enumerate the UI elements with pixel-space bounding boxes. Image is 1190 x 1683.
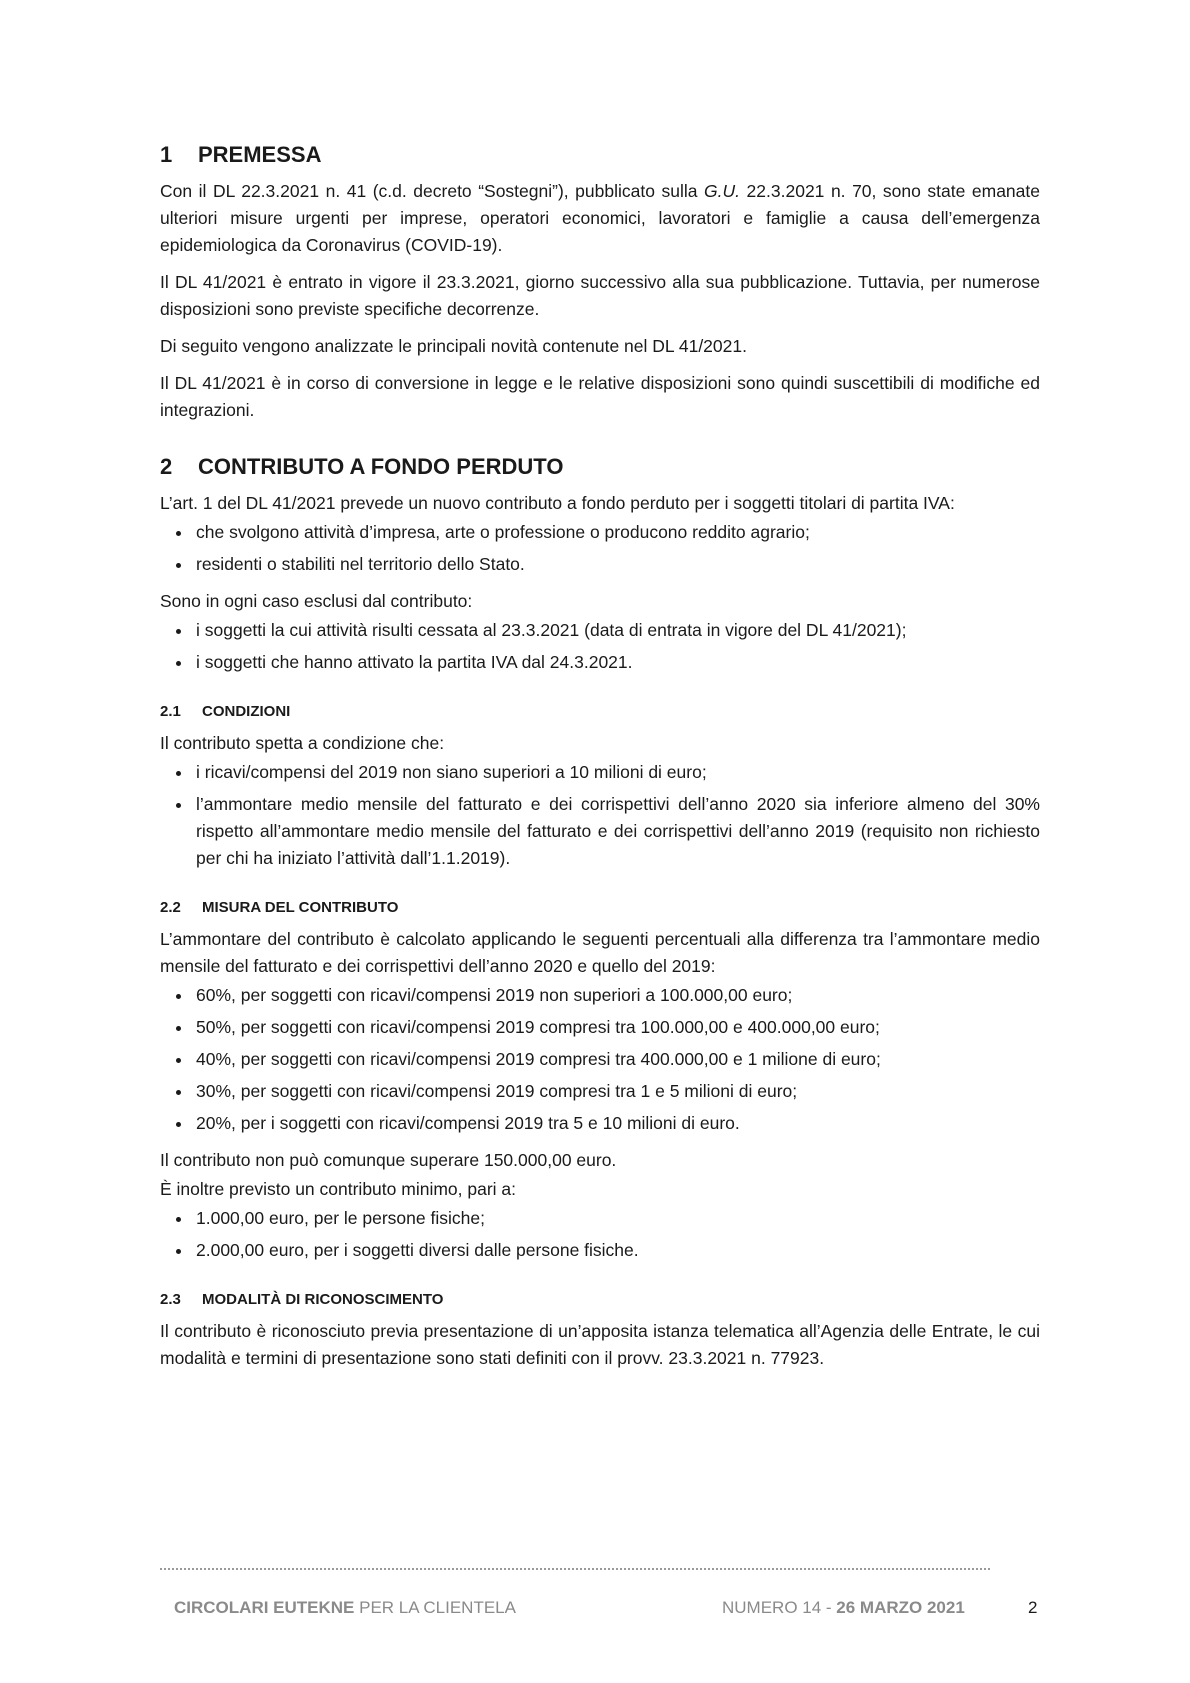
paragraph: Il contributo è riconosciuto previa presentazione di un’apposita istanza telematica all’Agenzia delle Entrate, le cui modalità e termini di presentazione sono stati definiti con il provv. 23.3.2021 n. 77923.	[160, 1321, 1040, 1368]
paragraph: L’ammontare del contributo è calcolato applicando le seguenti percentuali alla differenza tra l’ammontare medio mensile del fatturato e dei corrispettivi dell’anno 2020 e quello del 2019:	[160, 929, 1040, 976]
paragraph: È inoltre previsto un contributo minimo, pari a:	[160, 1179, 516, 1199]
list-item: i soggetti che hanno attivato la partita IVA dal 24.3.2021.	[160, 649, 1040, 676]
footer-divider	[160, 1568, 990, 1570]
paragraph: Il DL 41/2021 è entrato in vigore il 23.3.2021, giorno successivo alla sua pubblicazione. Tuttavia, per numerose disposizioni sono previste specifiche decorrenze.	[160, 272, 1040, 319]
list-item: l’ammontare medio mensile del fatturato e dei corrispettivi dell’anno 2020 sia inferiore almeno del 30% rispetto all’ammontare medio mensile del fatturato e dei corrispettivi dell’anno 2019 (requisito non richiesto per chi ha iniziato l’attività dall’1.1.2019).	[160, 791, 1040, 872]
footer-issue-number: NUMERO 14 -	[722, 1598, 837, 1617]
subsection-heading-condizioni	[160, 700, 1040, 724]
emphasis-text: G.U.	[704, 181, 741, 201]
list-item: 40%, per soggetti con ricavi/compensi 2019 compresi tra 400.000,00 e 1 milione di euro;	[160, 1046, 1040, 1073]
list-item: che svolgono attività d’impresa, arte o professione o producono reddito agrario;	[160, 519, 1040, 546]
section-heading-contributo	[160, 450, 1040, 484]
list-item: 60%, per soggetti con ricavi/compensi 2019 non superiori a 100.000,00 euro;	[160, 982, 1040, 1009]
paragraph-text: Con il DL 22.3.2021 n. 41 (c.d. decreto “Sostegni”), pubblicato sulla	[160, 181, 705, 201]
footer-date: 26 MARZO 2021	[836, 1598, 965, 1617]
subsection-title: MISURA DEL CONTRIBUTO	[202, 899, 399, 916]
list-item: 50%, per soggetti con ricavi/compensi 2019 compresi tra 100.000,00 e 400.000,00 euro;	[160, 1014, 1040, 1041]
list-item: 2.000,00 euro, per i soggetti diversi dalle persone fisiche.	[160, 1237, 1040, 1264]
document-body	[160, 138, 1040, 1382]
paragraph	[160, 178, 1040, 259]
bullet-list	[160, 617, 1040, 676]
paragraph: Il DL 41/2021 è in corso di conversione in legge e le relative disposizioni sono quindi suscettibili di modifiche ed integrazioni.	[160, 373, 1040, 420]
paragraph: L’art. 1 del DL 41/2021 prevede un nuovo contributo a fondo perduto per i soggetti titolari di partita IVA:	[160, 493, 955, 513]
paragraph-text: 22.3.2021 n. 70, sono state emanate ulteriori misure urgenti per imprese, operatori economici, lavoratori e famiglie a causa dell’emergenza epidemiologica da Coronavirus (COVID-19).	[160, 181, 1040, 255]
bullet-list	[160, 519, 1040, 578]
bullet-list	[160, 982, 1040, 1137]
list-item: i ricavi/compensi del 2019 non siano superiori a 10 milioni di euro;	[160, 759, 1040, 786]
footer-issue	[722, 1597, 965, 1619]
subsection-title: CONDIZIONI	[202, 703, 291, 720]
list-item: i soggetti la cui attività risulti cessata al 23.3.2021 (data di entrata in vigore del DL 41/2021);	[160, 617, 1040, 644]
list-item: 1.000,00 euro, per le persone fisiche;	[160, 1205, 1040, 1232]
section-number: 2	[160, 454, 173, 479]
subsection-number: 2.3	[160, 1291, 181, 1308]
section-number: 1	[160, 142, 173, 167]
section-title: CONTRIBUTO A FONDO PERDUTO	[198, 454, 564, 479]
section-title: PREMESSA	[198, 142, 322, 167]
subsection-heading-modalita	[160, 1288, 1040, 1312]
subsection-number: 2.2	[160, 899, 181, 916]
footer-brand-rest: PER LA CLIENTELA	[354, 1598, 516, 1617]
section-heading-premessa	[160, 138, 1040, 172]
subsection-title: MODALITÀ DI RICONOSCIMENTO	[202, 1291, 444, 1308]
subsection-heading-misura	[160, 896, 1040, 920]
paragraph: Il contributo spetta a condizione che:	[160, 733, 445, 753]
paragraph: Il contributo non può comunque superare 150.000,00 euro.	[160, 1150, 617, 1170]
subsection-number: 2.1	[160, 703, 181, 720]
list-item: residenti o stabiliti nel territorio dello Stato.	[160, 551, 1040, 578]
list-item: 20%, per i soggetti con ricavi/compensi 2019 tra 5 e 10 milioni di euro.	[160, 1110, 1040, 1137]
footer-brand-bold: CIRCOLARI EUTEKNE	[174, 1598, 355, 1617]
footer-brand	[174, 1597, 516, 1619]
page-number: 2	[1028, 1598, 1038, 1617]
bullet-list	[160, 759, 1040, 872]
paragraph: Sono in ogni caso esclusi dal contributo:	[160, 591, 473, 611]
bullet-list	[160, 1205, 1040, 1264]
list-item: 30%, per soggetti con ricavi/compensi 2019 compresi tra 1 e 5 milioni di euro;	[160, 1078, 1040, 1105]
paragraph: Di seguito vengono analizzate le principali novità contenute nel DL 41/2021.	[160, 336, 747, 356]
